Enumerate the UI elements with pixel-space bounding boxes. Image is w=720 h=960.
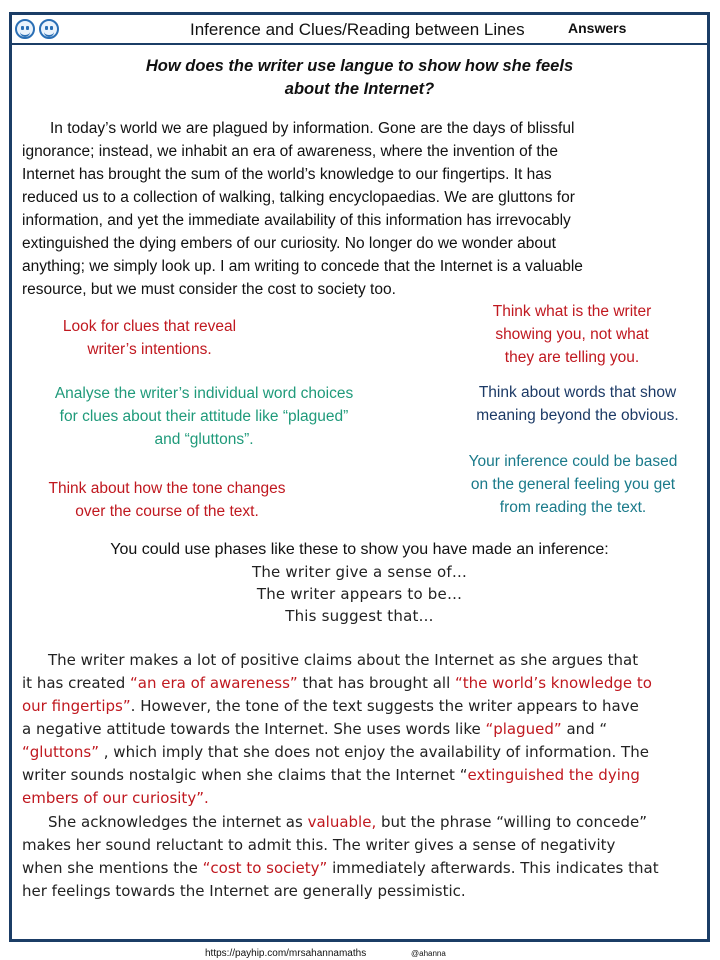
- answer-text: , which imply that she does not enjoy the availability of information. The: [99, 743, 649, 761]
- tip-line: on the general feeling you get: [470, 476, 676, 493]
- answer-line: [22, 741, 702, 764]
- answer-line: [22, 857, 702, 880]
- answer-text: . However, the tone of the text suggests the writer appears to have: [130, 697, 639, 715]
- passage-line: Internet has brought the sum of the world’s knowledge to our fingertips. It has: [22, 166, 552, 183]
- passage-line: reduced us to a collection of walking, talking encyclopaedias. We are gluttons for: [22, 189, 575, 206]
- tip-feeling: [442, 450, 704, 519]
- passage-line: extinguished the dying embers of our curiosity. No longer do we wonder about: [22, 235, 556, 252]
- phrase-item: The writer give a sense of…: [251, 563, 468, 581]
- answer-text: a negative attitude towards the Internet. She uses words like: [22, 720, 486, 738]
- tip-line: Your inference could be based: [468, 453, 678, 470]
- answer-line: [22, 672, 702, 695]
- quote: “plagued”: [485, 720, 562, 738]
- answer-text: and “: [561, 720, 608, 738]
- answer-text: writer sounds nostalgic when she claims that the Internet “: [22, 766, 468, 784]
- quote: valuable,: [307, 813, 377, 831]
- passage-line: In today’s world we are plagued by information. Gone are the days of blissful: [50, 120, 575, 137]
- quote: “cost to society”: [202, 859, 328, 877]
- tip-line: Analyse the writer’s individual word choices: [54, 385, 354, 402]
- quote: embers of our curiosity”.: [22, 789, 209, 807]
- source-passage: [22, 117, 697, 301]
- quote: extinguished the dying: [467, 766, 640, 784]
- quote: “gluttons”: [22, 743, 99, 761]
- tip-meaning: [445, 381, 710, 427]
- answer-paragraph-1: [22, 649, 702, 810]
- passage-line: information, and yet the immediate availability of this information has irrevocably: [22, 212, 571, 229]
- worksheet-frame: [9, 12, 710, 942]
- answer-text: when she mentions the: [22, 859, 203, 877]
- header-bar: [12, 15, 707, 45]
- tip-word-choices: [14, 382, 394, 451]
- answer-line: The writer makes a lot of positive claims about the Internet as she argues that: [48, 651, 639, 669]
- answer-line: [22, 764, 702, 787]
- answer-line: [22, 718, 702, 741]
- answer-line: makes her sound reluctant to admit this. The writer gives a sense of negativity: [22, 836, 616, 854]
- passage-line: anything; we simply look up. I am writing to concede that the Internet is a valuable: [22, 258, 583, 275]
- footer-url: https://payhip.com/mrsahannamaths: [205, 948, 367, 959]
- quote: “an era of awareness”: [130, 674, 298, 692]
- tip-clues: [27, 315, 272, 361]
- tip-line: writer’s intentions.: [87, 341, 212, 358]
- answers-label: Answers: [568, 20, 627, 36]
- tip-line: meaning beyond the obvious.: [476, 407, 679, 424]
- tip-tone: [17, 477, 317, 523]
- answer-text: but the phrase “willing to concede”: [376, 813, 647, 831]
- tip-line: over the course of the text.: [75, 503, 259, 520]
- question-heading: [12, 55, 707, 101]
- phrase-item: The writer appears to be…: [256, 585, 463, 603]
- tip-line: they are telling you.: [504, 349, 640, 366]
- quote: “the world’s knowledge to: [455, 674, 652, 692]
- quote: our fingertips”: [22, 697, 131, 715]
- question-line: about the Internet?: [284, 80, 435, 98]
- answer-line: [22, 695, 702, 718]
- tip-line: showing you, not what: [495, 326, 649, 343]
- phrase-item: This suggest that…: [285, 607, 434, 625]
- tip-line: Look for clues that reveal: [62, 318, 237, 335]
- inference-phrases: [12, 561, 707, 627]
- answer-text: that has brought all: [297, 674, 455, 692]
- page-title: Inference and Clues/Reading between Lines: [190, 20, 525, 39]
- tip-line: Think about how the tone changes: [48, 480, 286, 497]
- tip-showing: [452, 300, 692, 369]
- footer-handle: @ahanna: [411, 949, 446, 958]
- tip-line: for clues about their attitude like “plagued”: [59, 408, 349, 425]
- answer-text: it has created: [22, 674, 131, 692]
- tip-line: and “gluttons”.: [154, 431, 254, 448]
- smiley-icon: [15, 19, 35, 39]
- question-line: How does the writer use langue to show how she feels: [145, 57, 574, 75]
- answer-text: immediately afterwards. This indicates that: [327, 859, 659, 877]
- tip-line: Think about words that show: [478, 384, 677, 401]
- phrases-intro: You could use phases like these to show you have made an inference:: [110, 541, 609, 558]
- answer-line: [22, 811, 702, 834]
- answer-line: her feelings towards the Internet are generally pessimistic.: [22, 882, 466, 900]
- answer-paragraph-2: [22, 811, 702, 903]
- smiley-icon: [39, 19, 59, 39]
- answer-text: She acknowledges the internet as: [48, 813, 308, 831]
- passage-line: resource, but we must consider the cost to society too.: [22, 281, 396, 298]
- tip-line: Think what is the writer: [492, 303, 652, 320]
- passage-line: ignorance; instead, we inhabit an era of awareness, where the invention of the: [22, 143, 558, 160]
- tip-line: from reading the text.: [499, 499, 647, 516]
